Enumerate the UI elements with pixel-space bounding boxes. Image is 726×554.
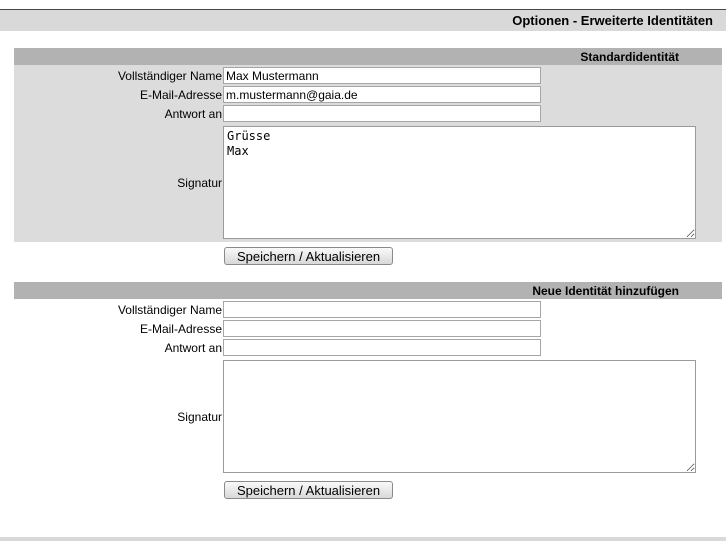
- full-name-label: Vollständiger Name: [117, 302, 222, 317]
- signature-row: [14, 360, 722, 473]
- section-new-header: [14, 282, 722, 299]
- reply-to-label: Antwort an: [164, 106, 222, 121]
- full-name-input[interactable]: [223, 67, 541, 84]
- full-name-input[interactable]: [223, 301, 541, 318]
- content-area: [14, 48, 722, 499]
- section-standard-header: [14, 48, 722, 65]
- full-name-row: [14, 67, 722, 84]
- page-title: Optionen - Erweiterte Identitäten: [512, 13, 713, 28]
- reply-to-row: [14, 105, 722, 122]
- full-name-label: Vollständiger Name: [117, 68, 222, 83]
- email-row: [14, 86, 722, 103]
- reply-to-input[interactable]: [223, 105, 541, 122]
- section-new-title: Neue Identität hinzufügen: [532, 283, 679, 298]
- section-standard-title: Standardidentität: [580, 49, 679, 64]
- new-identity-button-row: [224, 481, 722, 499]
- reply-to-row: [14, 339, 722, 356]
- section-standard-identity: [14, 48, 722, 265]
- email-label: E-Mail-Adresse: [139, 87, 222, 102]
- standard-button-row: [224, 247, 722, 265]
- reply-to-input[interactable]: [223, 339, 541, 356]
- signature-textarea[interactable]: [223, 360, 696, 473]
- signature-textarea[interactable]: [223, 126, 696, 239]
- email-label: E-Mail-Adresse: [139, 321, 222, 336]
- save-update-button[interactable]: Speichern / Aktualisieren: [224, 247, 393, 265]
- section-new-body: [14, 299, 722, 476]
- page-header: [0, 9, 726, 31]
- email-row: [14, 320, 722, 337]
- email-input[interactable]: [223, 320, 541, 337]
- section-new-identity: [14, 282, 722, 499]
- save-update-button[interactable]: Speichern / Aktualisieren: [224, 481, 393, 499]
- email-input[interactable]: [223, 86, 541, 103]
- signature-label: Signatur: [177, 409, 222, 424]
- signature-label: Signatur: [177, 175, 222, 190]
- signature-row: [14, 126, 722, 239]
- bottom-divider: [0, 537, 726, 541]
- reply-to-label: Antwort an: [164, 340, 222, 355]
- full-name-row: [14, 301, 722, 318]
- section-standard-body: [14, 65, 722, 242]
